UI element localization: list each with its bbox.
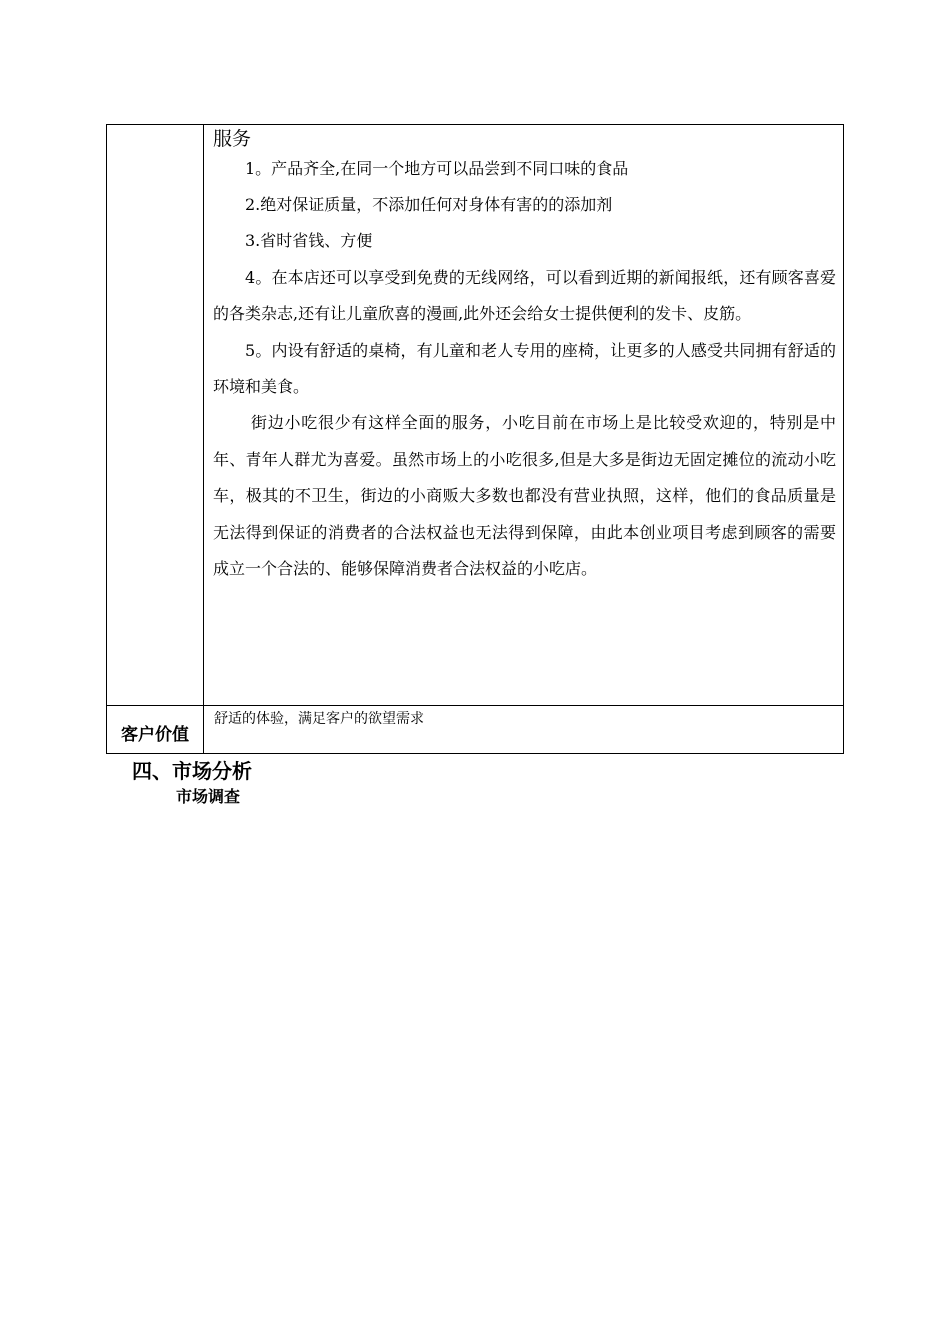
customer-value-text: 舒适的体验，满足客户的欲望需求	[214, 711, 424, 727]
service-item-3: 3.省时省钱、方便	[245, 231, 373, 251]
service-item-2: 2.绝对保证质量，不添加任何对身体有害的的添加剂	[245, 195, 613, 214]
service-cell	[204, 125, 843, 705]
customer-value-label: 客户价值	[121, 724, 189, 745]
service-title: 服务	[213, 128, 252, 150]
service-item-1: 1。产品齐全,在同一个地方可以品尝到不同口味的食品	[245, 159, 629, 178]
content-table	[106, 124, 844, 754]
sub-heading: 市场调查	[176, 787, 241, 806]
table-row-divider	[107, 705, 843, 706]
section-heading: 四、市场分析	[132, 759, 252, 783]
service-item-4: 4。在本店还可以享受到免费的无线网络，可以看到近期的新闻报纸，还有顾客喜爱的各类杂志,还有让儿童欣喜的漫画,此外还会给女士提供便利的发卡、皮筋。	[213, 267, 836, 324]
service-summary: 街边小吃很少有这样全面的服务，小吃目前在市场上是比较受欢迎的，特别是中年、青年人群尤为喜爱。虽然市场上的小吃很多,但是大多是街边无固定摊位的流动小吃车，极其的不卫生，街边的小商贩大多数也都没有营业执照，这样，他们的食品质量是无法得到保证的消费者的合法权益也无法得到保障，由此本创业项目考虑到顾客的需要成立一个合法的、能够保障消费者合法权益的小吃店。	[213, 413, 836, 579]
service-item-5: 5。内设有舒适的桌椅，有儿童和老人专用的座椅，让更多的人感受共同拥有舒适的环境和美食。	[213, 340, 836, 397]
